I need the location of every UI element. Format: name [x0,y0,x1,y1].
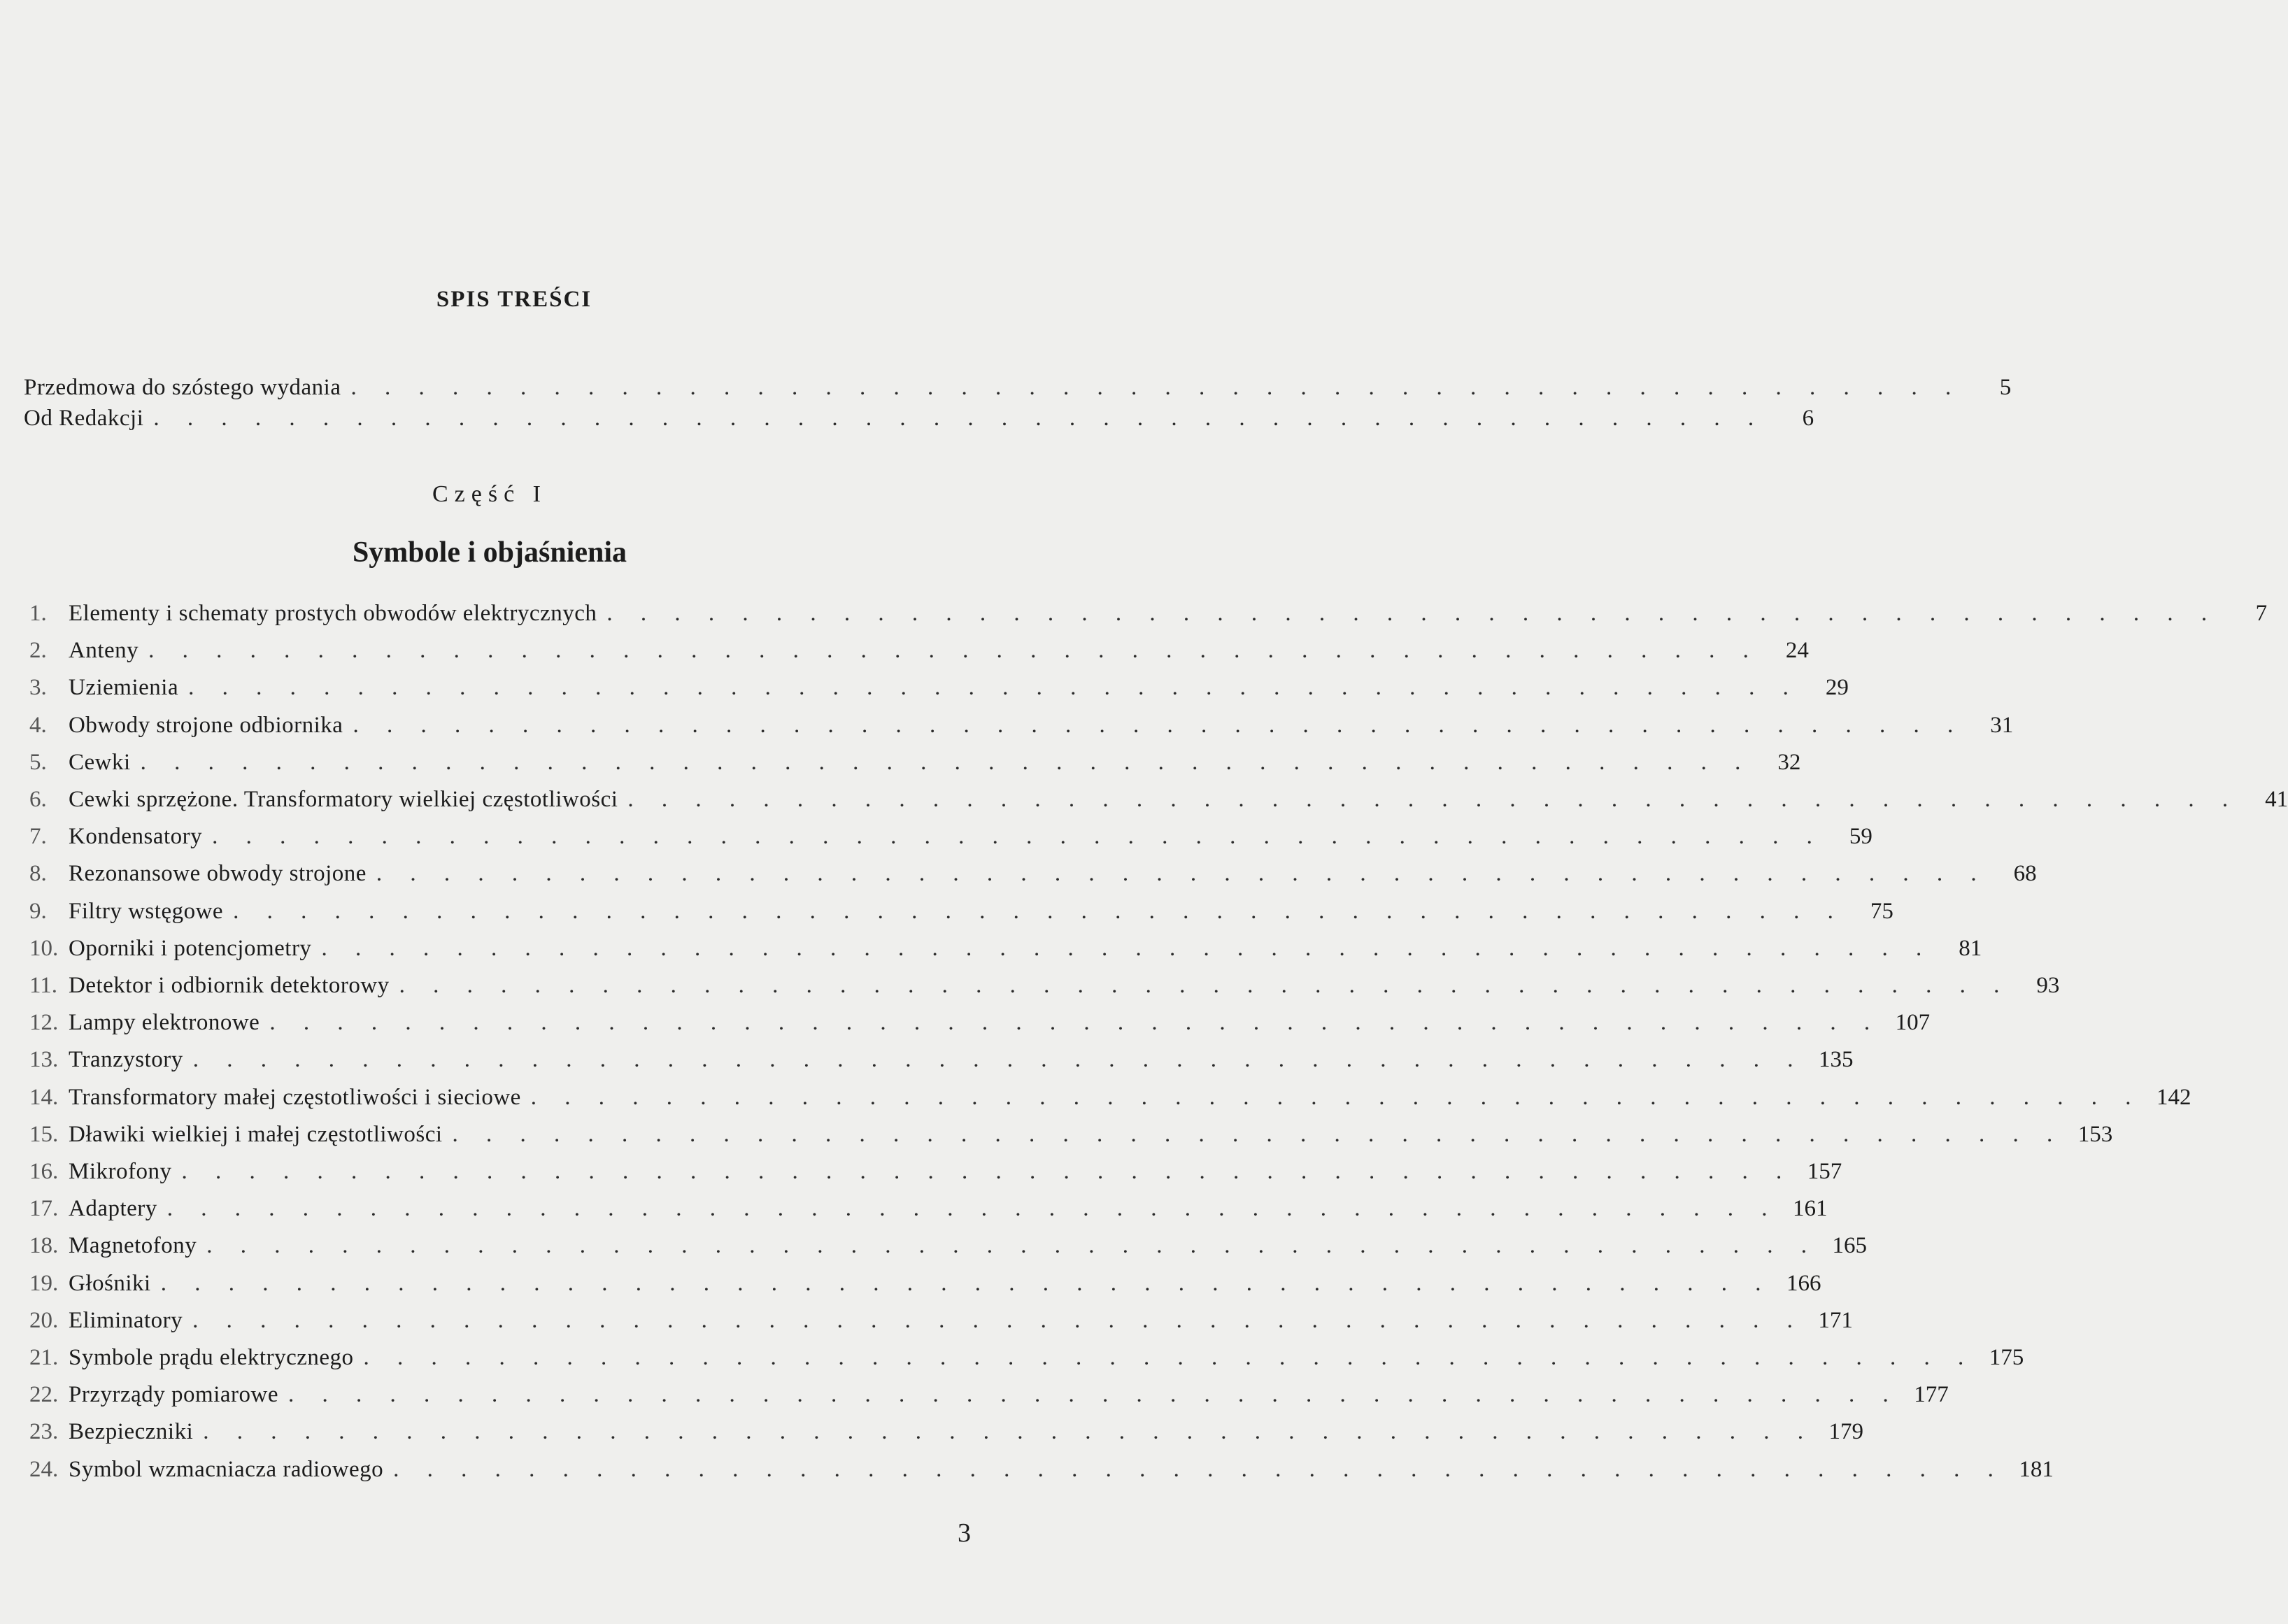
toc-entry [29,710,2014,741]
leader-dots: . . . . . . . . . . . . . . . . . . . . . . . . . . . . . . . . . . . . . . . . . . . . . . . . [160,1271,1772,1296]
toc-entry [29,784,2288,815]
leader-dots: . . . . . . . . . . . . . . . . . . . . . . . . . . . . . . . . . . . . . . . . . . . . . . . . [350,375,1963,400]
toc-title: Od Redakcji [24,406,144,431]
toc-title: Przedmowa do szóstego wydania [24,375,341,400]
toc-entry-number: 15. [29,1122,59,1147]
toc-entry [29,598,2268,629]
toc-entry-page: 32 [1777,750,1801,775]
toc-entry-page: 41 [2265,787,2288,812]
toc-entry-title: Adaptery [69,1196,157,1221]
leader-dots: . . . . . . . . . . . . . . . . . . . . . . . . . . . . . . . . . . . . . . . . . . . . . . . . [153,406,1765,431]
toc-entry-number: 20. [29,1308,59,1333]
toc-entry-page: 135 [1819,1047,1854,1072]
toc-entry-number: 18. [29,1233,59,1258]
toc-entry-title: Obwody strojone odbiornika [69,713,343,738]
leader-dots: . . . . . . . . . . . . . . . . . . . . . . . . . . . . . . . . . . . . . . . . . . . . . . . . [192,1047,1805,1072]
toc-entry [29,747,1801,778]
toc-entry-number: 13. [29,1047,59,1072]
toc-entry-page: 68 [2013,861,2037,886]
toc-entry-number: 23. [29,1419,59,1444]
leader-dots: . . . . . . . . . . . . . . . . . . . . . . . . . . . . . . . . . . . . . . . . . . . . . . . . [452,1122,2064,1147]
toc-entry-page: 81 [1959,936,1982,961]
leader-dots: . . . . . . . . . . . . . . . . . . . . . . . . . . . . . . . . . . . . . . . . . . . . . . . . [188,675,1800,700]
leader-dots: . . . . . . . . . . . . . . . . . . . . . . . . . . . . . . . . . . . . . . . . . . . . . . . . [321,936,1933,961]
toc-entry-page: 29 [1825,675,1849,700]
toc-page-number: 6 [1802,406,1814,431]
leader-dots: . . . . . . . . . . . . . . . . . . . . . . . . . . . . . . . . . . . . . . . . . . . . . . . . [269,1010,1882,1035]
leader-dots: . . . . . . . . . . . . . . . . . . . . . . . . . . . . . . . . . . . . . . . . . . . . . . . . [212,824,1824,849]
toc-entry-number: 10. [29,936,59,961]
toc-entry [29,1268,1821,1299]
toc-entry-number: 17. [29,1196,59,1221]
toc-entry-title: Transformatory małej częstotliwości i sieciowe [69,1085,521,1110]
toc-entry-page: 181 [2019,1457,2054,1482]
toc-entry-number: 14. [29,1085,59,1110]
toc-entry [29,672,1849,703]
toc-entry-number: 7. [29,824,47,849]
leader-dots: . . . . . . . . . . . . . . . . . . . . . . . . . . . . . . . . . . . . . . . . . . . . . . . . [206,1233,1819,1258]
toc-entry-title: Symbole prądu elektrycznego [69,1345,354,1370]
toc-entry [29,1342,2024,1373]
leader-dots: . . . . . . . . . . . . . . . . . . . . . . . . . . . . . . . . . . . . . . . . . . . . . . . . [376,861,1988,886]
part-label: Część I [432,481,547,507]
toc-entry-number: 21. [29,1345,59,1370]
leader-dots: . . . . . . . . . . . . . . . . . . . . . . . . . . . . . . . . . . . . . . . . . . . . . . . . [233,899,1845,924]
toc-entry [29,1454,2054,1485]
leader-dots: . . . . . . . . . . . . . . . . . . . . . . . . . . . . . . . . . . . . . . . . . . . . . . . . [192,1308,1804,1333]
leader-dots: . . . . . . . . . . . . . . . . . . . . . . . . . . . . . . . . . . . . . . . . . . . . . . . . [627,787,2240,812]
toc-entry-page: 171 [1818,1308,1853,1333]
toc-page-number: 5 [1999,375,2012,400]
toc-entry [29,821,1873,852]
leader-dots: . . . . . . . . . . . . . . . . . . . . . . . . . . . . . . . . . . . . . . . . . . . . . . . . [140,750,1752,775]
toc-entry [29,1082,2191,1113]
toc-entry-title: Magnetofony [69,1233,197,1258]
toc-entry-page: 31 [1990,713,2014,738]
toc-entry-page: 107 [1895,1010,1931,1035]
leader-dots: . . . . . . . . . . . . . . . . . . . . . . . . . . . . . . . . . . . . . . . . . . . . . . . . [287,1382,1900,1407]
toc-entry-title: Mikrofony [69,1159,172,1184]
toc-entry-title: Cewki sprzężone. Transformatory wielkiej częstotliwości [69,787,618,812]
toc-entry-title: Bezpieczniki [69,1419,194,1444]
toc-entry-number: 2. [29,638,47,663]
toc-entry-title: Kondensatory [69,824,203,849]
toc-entry [29,635,1809,666]
toc-entry-title: Anteny [69,638,139,663]
leader-dots: . . . . . . . . . . . . . . . . . . . . . . . . . . . . . . . . . . . . . . . . . . . . . . . . [181,1159,1793,1184]
toc-entry-number: 4. [29,713,47,738]
toc-entry [29,1379,1949,1410]
toc-entry-number: 11. [29,973,58,998]
leader-dots: . . . . . . . . . . . . . . . . . . . . . . . . . . . . . . . . . . . . . . . . . . . . . . . . [203,1419,1815,1444]
leader-dots: . . . . . . . . . . . . . . . . . . . . . . . . . . . . . . . . . . . . . . . . . . . . . . . . [606,601,2219,626]
toc-entry-page: 24 [1785,638,1809,663]
toc-entry [29,1305,1853,1336]
toc-entry [29,896,1893,927]
toc-front-row [24,403,1814,434]
toc-entry-title: Symbol wzmacniacza radiowego [69,1457,384,1482]
leader-dots: . . . . . . . . . . . . . . . . . . . . . . . . . . . . . . . . . . . . . . . . . . . . . . . . [530,1085,2143,1110]
toc-entry-page: 7 [2255,601,2268,626]
toc-entry [29,858,2037,889]
toc-entry-page: 165 [1832,1233,1868,1258]
leader-dots: . . . . . . . . . . . . . . . . . . . . . . . . . . . . . . . . . . . . . . . . . . . . . . . . [399,973,2011,998]
toc-entry-page: 161 [1793,1196,1828,1221]
toc-entry-page: 166 [1786,1271,1821,1296]
toc-entry-title: Tranzystory [69,1047,183,1072]
toc-entry-number: 19. [29,1271,59,1296]
leader-dots: . . . . . . . . . . . . . . . . . . . . . . . . . . . . . . . . . . . . . . . . . . . . . . . . [363,1345,1975,1370]
toc-entry [29,970,2060,1001]
toc-entry-page: 153 [2077,1122,2113,1147]
toc-entry [29,1007,1931,1038]
toc-entry-title: Przyrządy pomiarowe [69,1382,278,1407]
toc-entry [29,1230,1868,1261]
page-number: 3 [958,1518,971,1548]
toc-entry-title: Elementy i schematy prostych obwodów elektrycznych [69,601,597,626]
toc-entry-title: Uziemienia [69,675,179,700]
toc-entry-page: 142 [2156,1085,2191,1110]
toc-entry-title: Lampy elektronowe [69,1010,260,1035]
toc-entry-number: 22. [29,1382,59,1407]
toc-entry-number: 8. [29,861,47,886]
toc-entry [29,1119,2113,1150]
toc-entry-title: Oporniki i potencjometry [69,936,312,961]
part-title: Symbole i objaśnienia [352,536,627,569]
toc-entry-page: 179 [1828,1419,1864,1444]
toc-entry-title: Dławiki wielkiej i małej częstotliwości [69,1122,443,1147]
toc-entry [29,1193,1828,1224]
toc-entry-number: 12. [29,1010,59,1035]
toc-entry-number: 16. [29,1159,59,1184]
toc-entry-number: 5. [29,750,47,775]
toc-entry [29,1156,1842,1187]
toc-entry-page: 177 [1914,1382,1949,1407]
toc-entry [29,1044,1854,1075]
page-title: SPIS TREŚCI [436,287,592,312]
toc-front-row [24,372,2012,403]
leader-dots: . . . . . . . . . . . . . . . . . . . . . . . . . . . . . . . . . . . . . . . . . . . . . . . . [166,1196,1779,1221]
leader-dots: . . . . . . . . . . . . . . . . . . . . . . . . . . . . . . . . . . . . . . . . . . . . . . . . [353,713,1965,738]
toc-entry [29,1416,1864,1447]
toc-entry-title: Filtry wstęgowe [69,899,224,924]
toc-entry-title: Eliminatory [69,1308,183,1333]
toc-entry-page: 93 [2036,973,2060,998]
toc-entry-number: 24. [29,1457,59,1482]
toc-entry-page: 175 [1989,1345,2024,1370]
toc-entry-number: 1. [29,601,47,626]
leader-dots: . . . . . . . . . . . . . . . . . . . . . . . . . . . . . . . . . . . . . . . . . . . . . . . . [148,638,1760,663]
toc-entry-title: Cewki [69,750,131,775]
leader-dots: . . . . . . . . . . . . . . . . . . . . . . . . . . . . . . . . . . . . . . . . . . . . . . . . [393,1457,2005,1482]
toc-entry-title: Detektor i odbiornik detektorowy [69,973,390,998]
toc-entry-number: 6. [29,787,47,812]
toc-entry-number: 3. [29,675,47,700]
toc-entry-page: 75 [1870,899,1893,924]
toc-entry-title: Głośniki [69,1271,151,1296]
toc-entry [29,933,1982,964]
toc-entry-number: 9. [29,899,47,924]
toc-entry-page: 157 [1807,1159,1842,1184]
toc-entry-page: 59 [1849,824,1873,849]
toc-entry-title: Rezonansowe obwody strojone [69,861,367,886]
